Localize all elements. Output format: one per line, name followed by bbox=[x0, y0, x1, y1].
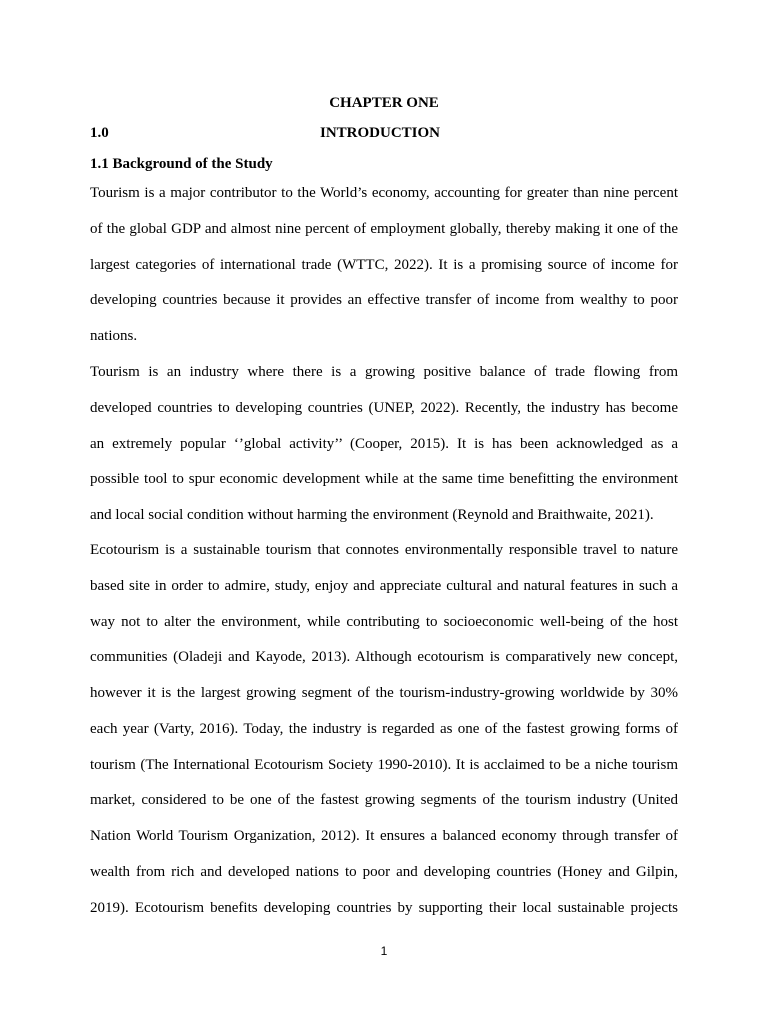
paragraph-line: Tourism is an industry where there is a growing positive balance of trade flowing from bbox=[90, 364, 678, 380]
section-number: 1.0 bbox=[90, 125, 109, 141]
paragraph-line: and local social condition without harming the environment (Reynold and Braithwaite, 2021). bbox=[90, 507, 654, 523]
section-title: INTRODUCTION bbox=[320, 125, 441, 141]
subsection-title: 1.1 Background of the Study bbox=[90, 156, 273, 172]
paragraph-line: however it is the largest growing segment of the tourism-industry-growing worldwide by 30% bbox=[90, 685, 678, 701]
paragraph-line: Tourism is a major contributor to the World’s economy, accounting for greater than nine percent bbox=[90, 185, 678, 201]
paragraph-line: Nation World Tourism Organization, 2012). It ensures a balanced economy through transfer of bbox=[90, 828, 678, 844]
paragraph-1 bbox=[90, 176, 678, 355]
chapter-title: CHAPTER ONE bbox=[329, 95, 439, 111]
paragraph-line: tourism (The International Ecotourism Society 1990-2010). It is acclaimed to be a niche tourism bbox=[90, 756, 678, 773]
paragraph-line: largest categories of international trade (WTTC, 2022). It is a promising source of income for bbox=[90, 256, 678, 273]
paragraph-2 bbox=[90, 355, 678, 534]
paragraph-line: possible tool to spur economic development while at the same time benefitting the environment bbox=[90, 471, 678, 488]
section-heading bbox=[90, 124, 678, 142]
paragraph-line: of the global GDP and almost nine percent of employment globally, thereby making it one of the bbox=[90, 220, 678, 237]
paragraph-line: based site in order to admire, study, enjoy and appreciate cultural and natural features in such a bbox=[90, 577, 678, 594]
paragraph-3 bbox=[90, 533, 678, 926]
paragraph-line: market, considered to be one of the fastest growing segments of the tourism industry (United bbox=[90, 792, 678, 809]
paragraph-line: each year (Varty, 2016). Today, the industry is regarded as one of the fastest growing forms of bbox=[90, 720, 678, 737]
paragraph-line: developed countries to developing countries (UNEP, 2022). Recently, the industry has become bbox=[90, 399, 678, 416]
page-number: 1 bbox=[380, 944, 388, 958]
paragraph-line: wealth from rich and developed nations to poor and developing countries (Honey and Gilpin, bbox=[90, 863, 678, 880]
paragraph-line: way not to alter the environment, while contributing to socioeconomic well-being of the host bbox=[90, 613, 678, 630]
paragraph-line: an extremely popular ‘’global activity’’ (Cooper, 2015). It is has been acknowledged as a bbox=[90, 435, 678, 452]
paragraph-line: 2019). Ecotourism benefits developing countries by supporting their local sustainable projects bbox=[90, 899, 678, 916]
paragraph-line: communities (Oladeji and Kayode, 2013). Although ecotourism is comparatively new concept, bbox=[90, 649, 678, 666]
paragraph-line: Ecotourism is a sustainable tourism that connotes environmentally responsible travel to nature bbox=[90, 542, 678, 558]
paragraph-line: developing countries because it provides an effective transfer of income from wealthy to poor bbox=[90, 292, 678, 309]
paragraph-line: nations. bbox=[90, 328, 138, 344]
